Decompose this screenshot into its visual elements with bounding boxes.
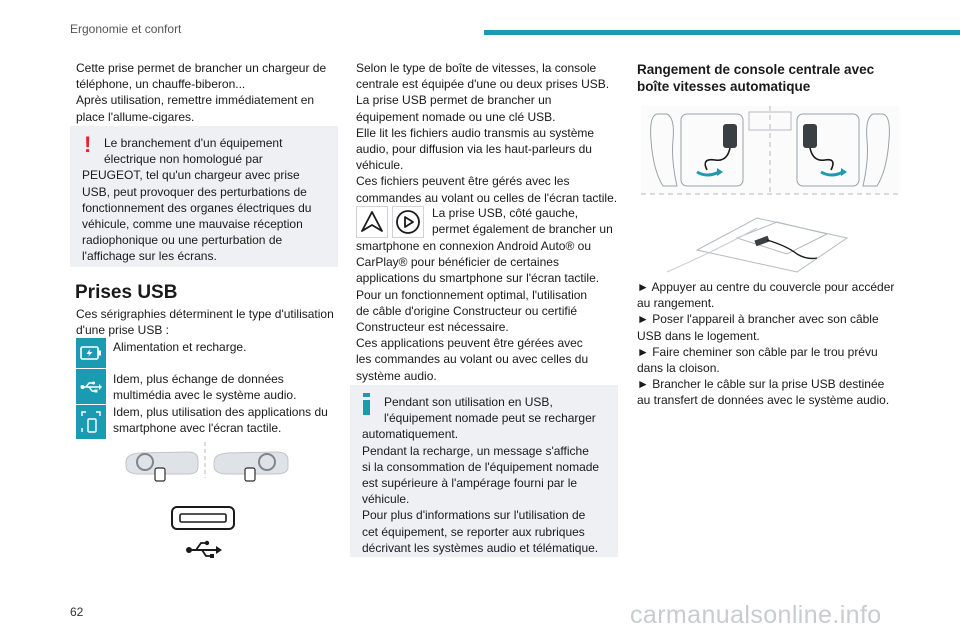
text-line: est supérieure à l'ampérage fourni par le bbox=[362, 476, 578, 491]
console-storage-illustration bbox=[637, 100, 903, 278]
text-line: au transfert de données avec le système audio. bbox=[637, 393, 890, 408]
usb-port-illustration bbox=[118, 440, 298, 558]
text-line: l'affichage sur les écrans. bbox=[82, 249, 217, 264]
text-line: ► Appuyer au centre du couvercle pour accéder bbox=[637, 280, 895, 294]
text-line: les commandes au volant ou avec celles du bbox=[356, 352, 589, 367]
text-line: électrique non homologué par bbox=[104, 152, 263, 167]
text-line: Pendant la recharge, un message s'affiche bbox=[362, 443, 589, 458]
text-line: Idem, plus utilisation des applications du bbox=[113, 405, 328, 419]
exclamation-icon: ! bbox=[84, 132, 92, 157]
step-item bbox=[637, 376, 917, 408]
text-line: Ces applications peuvent être gérées avec bbox=[356, 336, 583, 351]
carplay-icon bbox=[392, 206, 424, 238]
info-icon bbox=[362, 393, 371, 419]
usb-section-title: Prises USB bbox=[75, 282, 178, 303]
text-line: ► Brancher le câble sur la prise USB destinée bbox=[637, 377, 885, 392]
text-line: automatiquement. bbox=[362, 427, 459, 442]
intro-paragraph bbox=[76, 60, 338, 125]
text-line: Cette prise permet de brancher un chargeur de bbox=[76, 61, 327, 75]
page-number: 62 bbox=[70, 605, 84, 619]
info-note bbox=[350, 385, 618, 557]
usb-description bbox=[356, 60, 622, 206]
text-line: USB dans le logement. bbox=[637, 328, 760, 343]
step-item bbox=[637, 311, 917, 343]
smartphone-screen-icon bbox=[76, 405, 106, 439]
usb-type-label bbox=[113, 371, 296, 403]
text-line: ► Faire cheminer son câble par le trou prévu bbox=[637, 344, 878, 359]
text-line: Elle lit les fichiers audio transmis au système bbox=[356, 125, 595, 140]
text-line: de câble d'origine Constructeur ou certifié bbox=[356, 303, 578, 318]
watermark: carmanualsonline.info bbox=[630, 601, 882, 629]
text-line: commandes au volant ou celles de l'écran tactile. bbox=[356, 190, 618, 205]
text-line: PEUGEOT, tel qu'un chargeur avec prise bbox=[82, 168, 300, 183]
text-line: au rangement. bbox=[637, 296, 715, 311]
text-line: Pour plus d'informations sur l'utilisation de bbox=[362, 508, 586, 523]
text-line: Ces fichiers peuvent être gérés avec les bbox=[356, 174, 570, 189]
text-line: Constructeur est nécessaire. bbox=[356, 320, 509, 335]
text-line: place l'allume-cigares. bbox=[76, 109, 195, 124]
text-line: Après utilisation, remettre immédiatement en bbox=[76, 93, 315, 108]
text-line: audio, pour diffusion via les haut-parleurs du bbox=[356, 142, 592, 157]
text-line: permet également de brancher un bbox=[432, 222, 613, 237]
header-accent-bar bbox=[484, 30, 960, 35]
warning-note bbox=[70, 126, 338, 267]
text-line: d'une prise USB : bbox=[76, 323, 170, 338]
text-line: Ces sérigraphies déterminent le type d'utilisation bbox=[76, 307, 334, 321]
text-line: Le branchement d'un équipement bbox=[104, 136, 283, 150]
text-line: téléphone, un chauffe-biberon... bbox=[76, 77, 246, 92]
text-line: Pour un fonctionnement optimal, l'utilisation bbox=[356, 287, 588, 302]
text-line: radiophonique ou une perturbation de bbox=[82, 233, 283, 248]
section-title: Ergonomie et confort bbox=[70, 22, 182, 36]
text-line: si la consommation de l'équipement nomade bbox=[362, 459, 600, 474]
step-item bbox=[637, 344, 917, 376]
usb-icon bbox=[76, 369, 106, 404]
text-line: smartphone avec l'écran tactile. bbox=[113, 421, 282, 436]
usb-intro bbox=[76, 306, 344, 338]
text-line: équipement nomade ou une clé USB. bbox=[356, 109, 556, 124]
text-line: l'équipement nomade peut se recharger bbox=[384, 411, 596, 426]
text-line: multimédia avec le système audio. bbox=[113, 388, 297, 403]
text-line: CarPlay® pour bénéficier de certaines bbox=[356, 255, 559, 270]
text-line: USB, peut provoquer des perturbations de bbox=[82, 184, 307, 199]
text-line: véhicule. bbox=[356, 158, 404, 173]
text-line: dans la cloison. bbox=[637, 361, 720, 376]
carplay-intro bbox=[432, 205, 613, 237]
text-line: boîte vitesses automatique bbox=[637, 79, 811, 94]
charging-icon bbox=[76, 338, 106, 368]
text-line: ► Poser l'appareil à brancher avec son câble bbox=[637, 312, 879, 327]
text-line: Rangement de console centrale avec bbox=[637, 62, 875, 77]
text-line: fonctionnement des organes électriques du bbox=[82, 200, 312, 215]
text-line: véhicule, comme une mauvaise réception bbox=[82, 217, 303, 232]
storage-steps bbox=[637, 279, 917, 409]
text-line: système audio. bbox=[356, 368, 437, 383]
text-line: La prise USB permet de brancher un bbox=[356, 93, 552, 108]
usb-type-label: Alimentation et recharge. bbox=[113, 340, 247, 354]
text-line: véhicule. bbox=[362, 492, 410, 507]
android-auto-icon bbox=[356, 206, 388, 238]
console-storage-title bbox=[637, 61, 907, 95]
step-item bbox=[637, 279, 917, 311]
text-line: Selon le type de boîte de vitesses, la console bbox=[356, 61, 597, 75]
smartphone-connection-text bbox=[356, 238, 622, 384]
text-line: La prise USB, côté gauche, bbox=[432, 206, 579, 220]
usb-type-label bbox=[113, 404, 328, 436]
text-line: cet équipement, se reporter aux rubriques bbox=[362, 524, 585, 539]
text-line: Pendant son utilisation en USB, bbox=[384, 395, 553, 409]
text-line: centrale est équipée d'une ou deux prises USB. bbox=[356, 77, 610, 92]
text-line: Idem, plus échange de données bbox=[113, 372, 284, 386]
text-line: smartphone en connexion Android Auto® ou bbox=[356, 239, 592, 253]
text-line: applications du smartphone sur l'écran tactile. bbox=[356, 271, 600, 286]
text-line: décrivant les systèmes audio et télématique. bbox=[362, 540, 599, 555]
